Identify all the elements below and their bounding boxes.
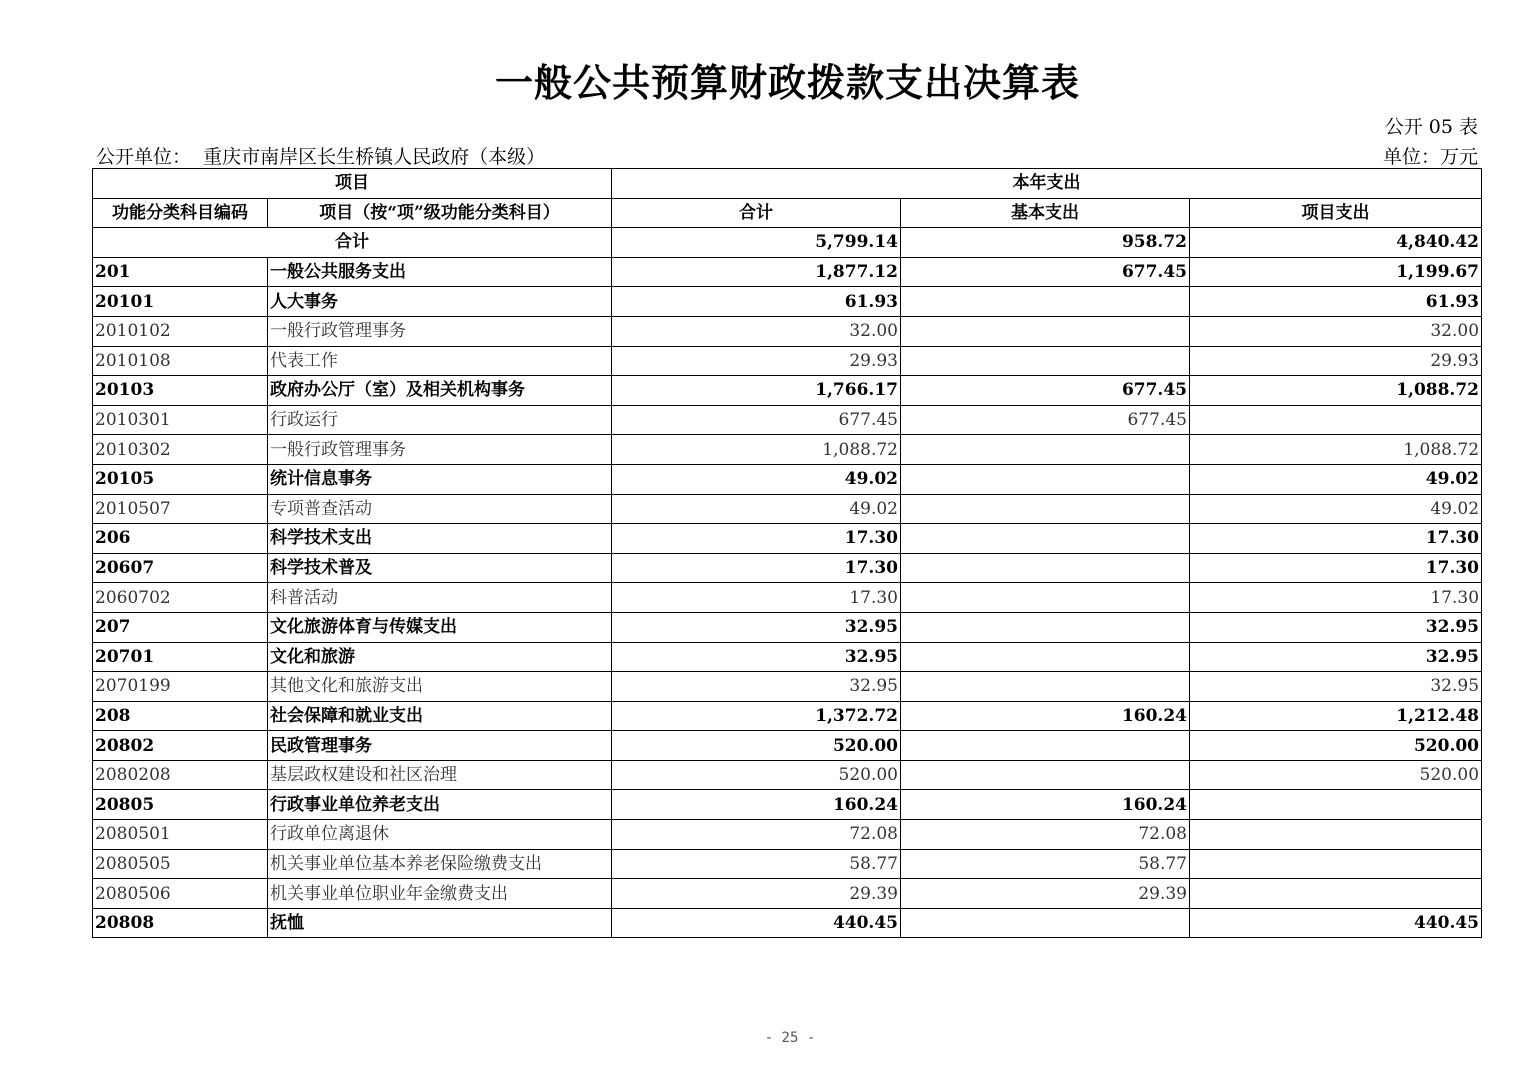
row-name: 政府办公厅（室）及相关机构事务: [268, 376, 612, 406]
row-total: 1,877.12: [612, 257, 901, 287]
budget-table: [92, 168, 1482, 938]
row-basic: 72.08: [901, 820, 1190, 850]
row-total: 440.45: [612, 908, 901, 938]
row-name: 行政运行: [268, 405, 612, 435]
row-project: 17.30: [1190, 524, 1482, 554]
row-code: 2080208: [93, 760, 268, 790]
row-code: 20802: [93, 731, 268, 761]
row-code: 20701: [93, 642, 268, 672]
table-row: [93, 316, 1482, 346]
row-basic: [901, 346, 1190, 376]
row-total: 1,372.72: [612, 701, 901, 731]
row-code: 2010108: [93, 346, 268, 376]
table-row: [93, 405, 1482, 435]
row-code: 2080506: [93, 879, 268, 909]
header-total: 合计: [612, 198, 901, 228]
total-row: [93, 228, 1482, 258]
row-basic: 677.45: [901, 376, 1190, 406]
row-name: 人大事务: [268, 287, 612, 317]
table-row: [93, 583, 1482, 613]
row-project: 1,199.67: [1190, 257, 1482, 287]
row-total: 17.30: [612, 583, 901, 613]
row-total: 32.00: [612, 316, 901, 346]
row-basic: [901, 583, 1190, 613]
row-basic: 677.45: [901, 257, 1190, 287]
row-code: 20805: [93, 790, 268, 820]
row-code: 2080505: [93, 849, 268, 879]
row-name: 文化和旅游: [268, 642, 612, 672]
row-name: 统计信息事务: [268, 464, 612, 494]
header-row-1: [93, 169, 1482, 199]
row-total: 72.08: [612, 820, 901, 850]
row-project: 17.30: [1190, 583, 1482, 613]
table-row: [93, 642, 1482, 672]
row-name: 一般公共服务支出: [268, 257, 612, 287]
row-name: 机关事业单位职业年金缴费支出: [268, 879, 612, 909]
reporting-unit-name: 重庆市南岸区长生桥镇人民政府（本级）: [203, 146, 546, 168]
table-row: [93, 553, 1482, 583]
table-row: [93, 672, 1482, 702]
row-project: 49.02: [1190, 464, 1482, 494]
row-project: 440.45: [1190, 908, 1482, 938]
row-project: 520.00: [1190, 760, 1482, 790]
row-total: 17.30: [612, 524, 901, 554]
row-basic: [901, 908, 1190, 938]
row-total: 520.00: [612, 731, 901, 761]
row-project: 520.00: [1190, 731, 1482, 761]
row-code: 2010301: [93, 405, 268, 435]
reporting-unit-label: 公开单位：: [96, 146, 192, 168]
row-code: 2010102: [93, 316, 268, 346]
row-name: 一般行政管理事务: [268, 316, 612, 346]
table-row: [93, 524, 1482, 554]
table-row: [93, 879, 1482, 909]
row-code: 20808: [93, 908, 268, 938]
row-project: [1190, 790, 1482, 820]
row-name: 民政管理事务: [268, 731, 612, 761]
row-basic: [901, 316, 1190, 346]
row-name: 基层政权建设和社区治理: [268, 760, 612, 790]
row-total: 160.24: [612, 790, 901, 820]
row-name: 行政单位离退休: [268, 820, 612, 850]
row-name: 抚恤: [268, 908, 612, 938]
row-basic: [901, 642, 1190, 672]
table-row: [93, 731, 1482, 761]
header-project: 项目: [93, 169, 612, 199]
row-basic: [901, 760, 1190, 790]
table-row: [93, 790, 1482, 820]
row-code: 207: [93, 612, 268, 642]
row-code: 20607: [93, 553, 268, 583]
row-code: 20101: [93, 287, 268, 317]
row-total: 520.00: [612, 760, 901, 790]
row-code: 208: [93, 701, 268, 731]
row-total: 49.02: [612, 494, 901, 524]
table-row: [93, 612, 1482, 642]
row-name: 科学技术支出: [268, 524, 612, 554]
row-name: 文化旅游体育与传媒支出: [268, 612, 612, 642]
header-code: 功能分类科目编码: [93, 198, 268, 228]
header-current-year: 本年支出: [612, 169, 1482, 199]
table-row: [93, 849, 1482, 879]
row-basic: [901, 553, 1190, 583]
row-project: [1190, 849, 1482, 879]
row-project: 32.95: [1190, 672, 1482, 702]
row-basic: 160.24: [901, 790, 1190, 820]
table-row: [93, 287, 1482, 317]
row-basic: [901, 464, 1190, 494]
table-row: [93, 257, 1482, 287]
row-project: 17.30: [1190, 553, 1482, 583]
row-name: 代表工作: [268, 346, 612, 376]
page-number: - 25 -: [764, 1030, 816, 1046]
row-basic: 160.24: [901, 701, 1190, 731]
row-code: 20103: [93, 376, 268, 406]
row-total: 32.95: [612, 642, 901, 672]
form-code: 公开 05 表: [1384, 116, 1478, 138]
page-title: 一般公共预算财政拨款支出决算表: [494, 60, 1080, 105]
row-project: 1,212.48: [1190, 701, 1482, 731]
total-project: 4,840.42: [1190, 228, 1482, 258]
row-total: 29.39: [612, 879, 901, 909]
row-project: 32.95: [1190, 612, 1482, 642]
row-name: 机关事业单位基本养老保险缴费支出: [268, 849, 612, 879]
table-row: [93, 464, 1482, 494]
row-name: 其他文化和旅游支出: [268, 672, 612, 702]
row-total: 1,088.72: [612, 435, 901, 465]
row-project: 1,088.72: [1190, 376, 1482, 406]
row-code: 20105: [93, 464, 268, 494]
header-row-2: [93, 198, 1482, 228]
row-project: [1190, 820, 1482, 850]
row-basic: [901, 612, 1190, 642]
row-basic: [901, 494, 1190, 524]
row-name: 一般行政管理事务: [268, 435, 612, 465]
row-project: [1190, 405, 1482, 435]
table-row: [93, 494, 1482, 524]
row-project: 61.93: [1190, 287, 1482, 317]
row-name: 科普活动: [268, 583, 612, 613]
currency-unit: 单位：万元: [1382, 146, 1478, 168]
header-basic: 基本支出: [901, 198, 1190, 228]
row-total: 58.77: [612, 849, 901, 879]
row-total: 32.95: [612, 612, 901, 642]
row-code: 201: [93, 257, 268, 287]
row-code: 2070199: [93, 672, 268, 702]
row-basic: [901, 524, 1190, 554]
header-project-expense: 项目支出: [1190, 198, 1482, 228]
table-row: [93, 701, 1482, 731]
table-row: [93, 820, 1482, 850]
row-code: 206: [93, 524, 268, 554]
total-label: 合计: [93, 228, 612, 258]
row-basic: 58.77: [901, 849, 1190, 879]
row-name: 行政事业单位养老支出: [268, 790, 612, 820]
row-code: 2010302: [93, 435, 268, 465]
total-basic: 958.72: [901, 228, 1190, 258]
table-row: [93, 760, 1482, 790]
row-basic: 29.39: [901, 879, 1190, 909]
table-row: [93, 346, 1482, 376]
header-item: 项目（按“项”级功能分类科目）: [268, 198, 612, 228]
row-name: 专项普查活动: [268, 494, 612, 524]
row-code: 2060702: [93, 583, 268, 613]
total-sum: 5,799.14: [612, 228, 901, 258]
row-code: 2080501: [93, 820, 268, 850]
table-row: [93, 908, 1482, 938]
row-total: 17.30: [612, 553, 901, 583]
row-total: 61.93: [612, 287, 901, 317]
row-total: 29.93: [612, 346, 901, 376]
table-row: [93, 435, 1482, 465]
row-project: 49.02: [1190, 494, 1482, 524]
row-project: 29.93: [1190, 346, 1482, 376]
row-project: 1,088.72: [1190, 435, 1482, 465]
row-total: 1,766.17: [612, 376, 901, 406]
row-basic: 677.45: [901, 405, 1190, 435]
row-name: 科学技术普及: [268, 553, 612, 583]
row-project: [1190, 879, 1482, 909]
row-basic: [901, 435, 1190, 465]
reporting-unit: [96, 142, 545, 169]
row-basic: [901, 731, 1190, 761]
row-total: 32.95: [612, 672, 901, 702]
row-total: 49.02: [612, 464, 901, 494]
row-project: 32.00: [1190, 316, 1482, 346]
row-basic: [901, 672, 1190, 702]
row-total: 677.45: [612, 405, 901, 435]
row-project: 32.95: [1190, 642, 1482, 672]
row-name: 社会保障和就业支出: [268, 701, 612, 731]
table-row: [93, 376, 1482, 406]
row-code: 2010507: [93, 494, 268, 524]
budget-table-body: [93, 169, 1482, 938]
row-basic: [901, 287, 1190, 317]
